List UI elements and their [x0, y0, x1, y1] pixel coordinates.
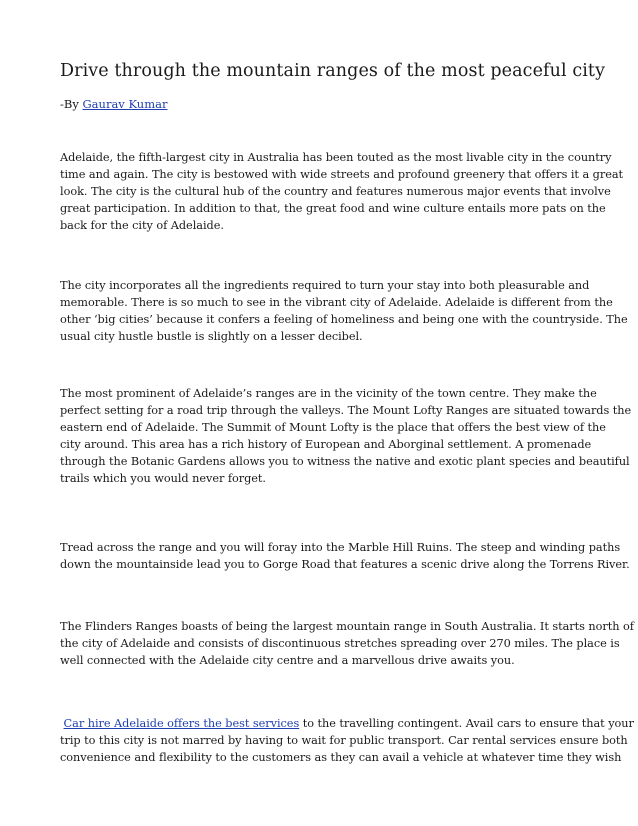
paragraph-line: The most prominent of Adelaide’s ranges are in the vicinity of the town centre. They make the [60, 387, 597, 400]
paragraph-5 [60, 618, 634, 669]
paragraph-line: great participation. In addition to that, the great food and wine culture entails more pats on the [60, 202, 606, 215]
paragraph-line: city around. This area has a rich history of European and Aborginal settlement. A promenade [60, 438, 592, 451]
paragraph-line: memorable. There is so much to see in the vibrant city of Adelaide. Adelaide is different from the [60, 296, 613, 309]
paragraph-4 [60, 539, 630, 573]
paragraph-line: through the Botanic Gardens allows you to witness the native and exotic plant species and beautiful [60, 455, 630, 468]
paragraph-line: usual city hustle bustle is slightly on a lesser decibel. [60, 330, 363, 343]
paragraph-line: eastern end of Adelaide. The Summit of Mount Lofty is the place that offers the best view of the [60, 421, 606, 434]
paragraph-line: the city of Adelaide and consists of discontinuous stretches spreading over 270 miles. The place is [60, 637, 620, 650]
paragraph-line: look. The city is the cultural hub of the country and features numerous major events that involve [60, 185, 611, 198]
paragraph-text: to the travelling contingent. Avail cars to ensure that your [299, 717, 634, 730]
paragraph-line: Adelaide, the fifth-largest city in Australia has been touted as the most livable city in the country [60, 151, 612, 164]
paragraph-line: Tread across the range and you will foray into the Marble Hill Ruins. The steep and winding paths [60, 541, 621, 554]
car-hire-link[interactable]: Car hire Adelaide offers the best services [63, 717, 300, 730]
paragraph-line: trip to this city is not marred by having to wait for public transport. Car rental services ensure both [60, 734, 628, 747]
paragraph-line: time and again. The city is bestowed with wide streets and profound greenery that offers it a great [60, 168, 624, 181]
paragraph-1 [60, 149, 624, 234]
paragraph-2 [60, 277, 628, 345]
paragraph-line: back for the city of Adelaide. [60, 219, 224, 232]
paragraph-line: down the mountainside lead you to Gorge Road that features a scenic drive along the Torrens River. [60, 558, 630, 571]
byline [60, 97, 167, 111]
paragraph-line: trails which you would never forget. [60, 472, 266, 485]
paragraph-line: The Flinders Ranges boasts of being the largest mountain range in South Australia. It starts north of [60, 620, 634, 633]
byline-prefix: -By [60, 97, 83, 111]
paragraph-6 [60, 715, 634, 766]
paragraph-line: other ‘big cities’ because it confers a feeling of homeliness and being one with the countryside. The [60, 313, 628, 326]
paragraph-line [60, 715, 634, 732]
author-link[interactable]: Gaurav Kumar [82, 97, 168, 111]
document-title: Drive through the mountain ranges of the most peaceful city [60, 61, 606, 81]
paragraph-line: perfect setting for a road trip through the valleys. The Mount Lofty Ranges are situated towards the [60, 404, 632, 417]
paragraph-line: convenience and flexibility to the customers as they can avail a vehicle at whatever time they wish [60, 751, 622, 764]
paragraph-line: well connected with the Adelaide city centre and a marvellous drive awaits you. [60, 654, 515, 667]
paragraph-line: The city incorporates all the ingredients required to turn your stay into both pleasurable and [60, 279, 590, 292]
paragraph-3 [60, 385, 632, 487]
